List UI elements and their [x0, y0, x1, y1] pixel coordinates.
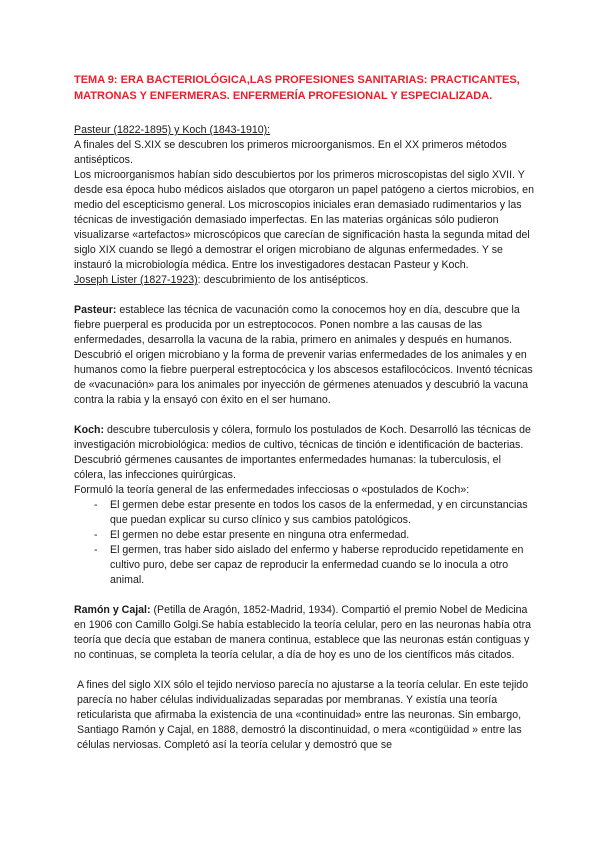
document-title: TEMA 9: ERA BACTERIOLÓGICA,LAS PROFESIONES SANITARIAS: PRACTICANTES, MATRONAS Y ENFERMERAS. ENFERMERÍA PROFESIONAL Y ESPECIALIZADA.: [74, 74, 520, 102]
list-item: [74, 498, 534, 528]
pasteur-text: establece las técnica de vacunación como la conocemos hoy en día, descubre que la fiebre puerperal es producida por un estreptococos. Ponen nombre a las causas de las enfermedades, desarrolla la vacuna de la rabia, primero en animales y después en humanos. Descubrió el origen microbiano y la forma de prevenir varias enfermedades de los animales y en humanos como la fiebre puerperal estreptocócica y los abscesos estafilocócicos. Inventó técnicas de «vacunación» para los animales por inyección de gérmenes atenuados y descubrió la vacuna contra la rabia y la ensayó con éxito en el ser humano.: [74, 304, 533, 406]
cajal-label: Ramón y Cajal:: [74, 604, 151, 616]
postulate-text: El germen, tras haber sido aislado del enfermo y haberse reproducido repetidamente en cultivo puro, debe ser capaz de reproducir la enfermedad cuando se lo inocula a otro animal.: [110, 544, 524, 586]
cajal-paragraph-2: A fines del siglo XIX sólo el tejido nervioso parecía no ajustarse a la teoría celular. En este tejido parecía no haber células individualizadas separadas por membranas. Y existía una teoría reticularista que afirmaba la existencia de una «continuidad» entre las neuronas. Sin embargo, Santiago Ramón y Cajal, en 1888, demostró la discontinuidad, o mera «contigüidad » entre las células nerviosas. Completó así la teoría celular y demostró que se: [77, 679, 529, 751]
postulate-text: El germen debe estar presente en todos los casos de la enfermedad, y en circunstancias que puedan explicar su curso clínico y sus cambios patológicos.: [110, 499, 528, 526]
pasteur-paragraph: [74, 303, 534, 408]
koch-postulates-intro: Formuló la teoría general de las enfermedades infecciosas o «postulados de Koch»:: [74, 484, 470, 496]
koch-paragraph: [74, 423, 534, 483]
cajal-paragraph: [74, 603, 534, 663]
bullet-dash: -: [94, 499, 98, 511]
document-body: [74, 72, 534, 753]
list-item: [74, 528, 534, 543]
bullet-dash: -: [94, 544, 98, 556]
lister-line: [74, 273, 534, 288]
intro-paragraph-2: Los microorganismos habían sido descubiertos por los primeros microscopistas del siglo XVII. Y desde esa época hubo médicos aislados que otorgaron un papel patógeno a ciertos microbios, en medio del escepticismo general. Los microscopios iniciales eran demasiado rudimentarios y las técnicas de investigación demasiado imperfectas. En las materias orgánicas sólo pudieron visualizarse «artefactos» microscópicos que carecían de significación hasta la segunda mitad del siglo XIX cuando se llegó a demostrar el origen microbiano de algunas enfermedades. Y se instauró la microbiología médica. Entre los investigadores destacan Pasteur y Koch.: [74, 169, 534, 271]
koch-text: descubre tuberculosis y cólera, formulo los postulados de Koch. Desarrolló las técnicas de investigación microbiológica: medios de cultivo, técnicas de tinción e identificación de bacterias. Descubrió gérmenes causantes de importantes enfermedades humanas: la tuberculosis, el cólera, las infecciones quirúrgicas.: [74, 424, 531, 481]
cajal-text: (Petilla de Aragón, 1852-Madrid, 1934). Compartió el premio Nobel de Medicina en 1906 con Camillo Golgi.Se había establecido la teoría celular, pero en las neuronas había otra teoría que decía que estaban de manera continua, establece que las neuronas están contiguas y no continuas, se completa la teoría celular, a día de hoy es uno de los científicos más citados.: [74, 604, 532, 661]
koch-label: Koch:: [74, 424, 105, 436]
postulate-text: El germen no debe estar presente en ninguna otra enfermedad.: [110, 529, 410, 541]
koch-postulates-list: [74, 498, 534, 588]
lister-text: : descubrimiento de los antisépticos.: [197, 274, 369, 286]
list-item: [74, 543, 534, 588]
intro-heading: Pasteur (1822-1895) y Koch (1843-1910):: [74, 124, 271, 136]
bullet-dash: -: [94, 529, 98, 541]
pasteur-label: Pasteur:: [74, 304, 117, 316]
lister-name: Joseph Lister (1827-1923): [74, 274, 198, 286]
intro-paragraph-1: A finales del S.XIX se descubren los primeros microorganismos. En el XX primeros métodos antisépticos.: [74, 139, 507, 166]
